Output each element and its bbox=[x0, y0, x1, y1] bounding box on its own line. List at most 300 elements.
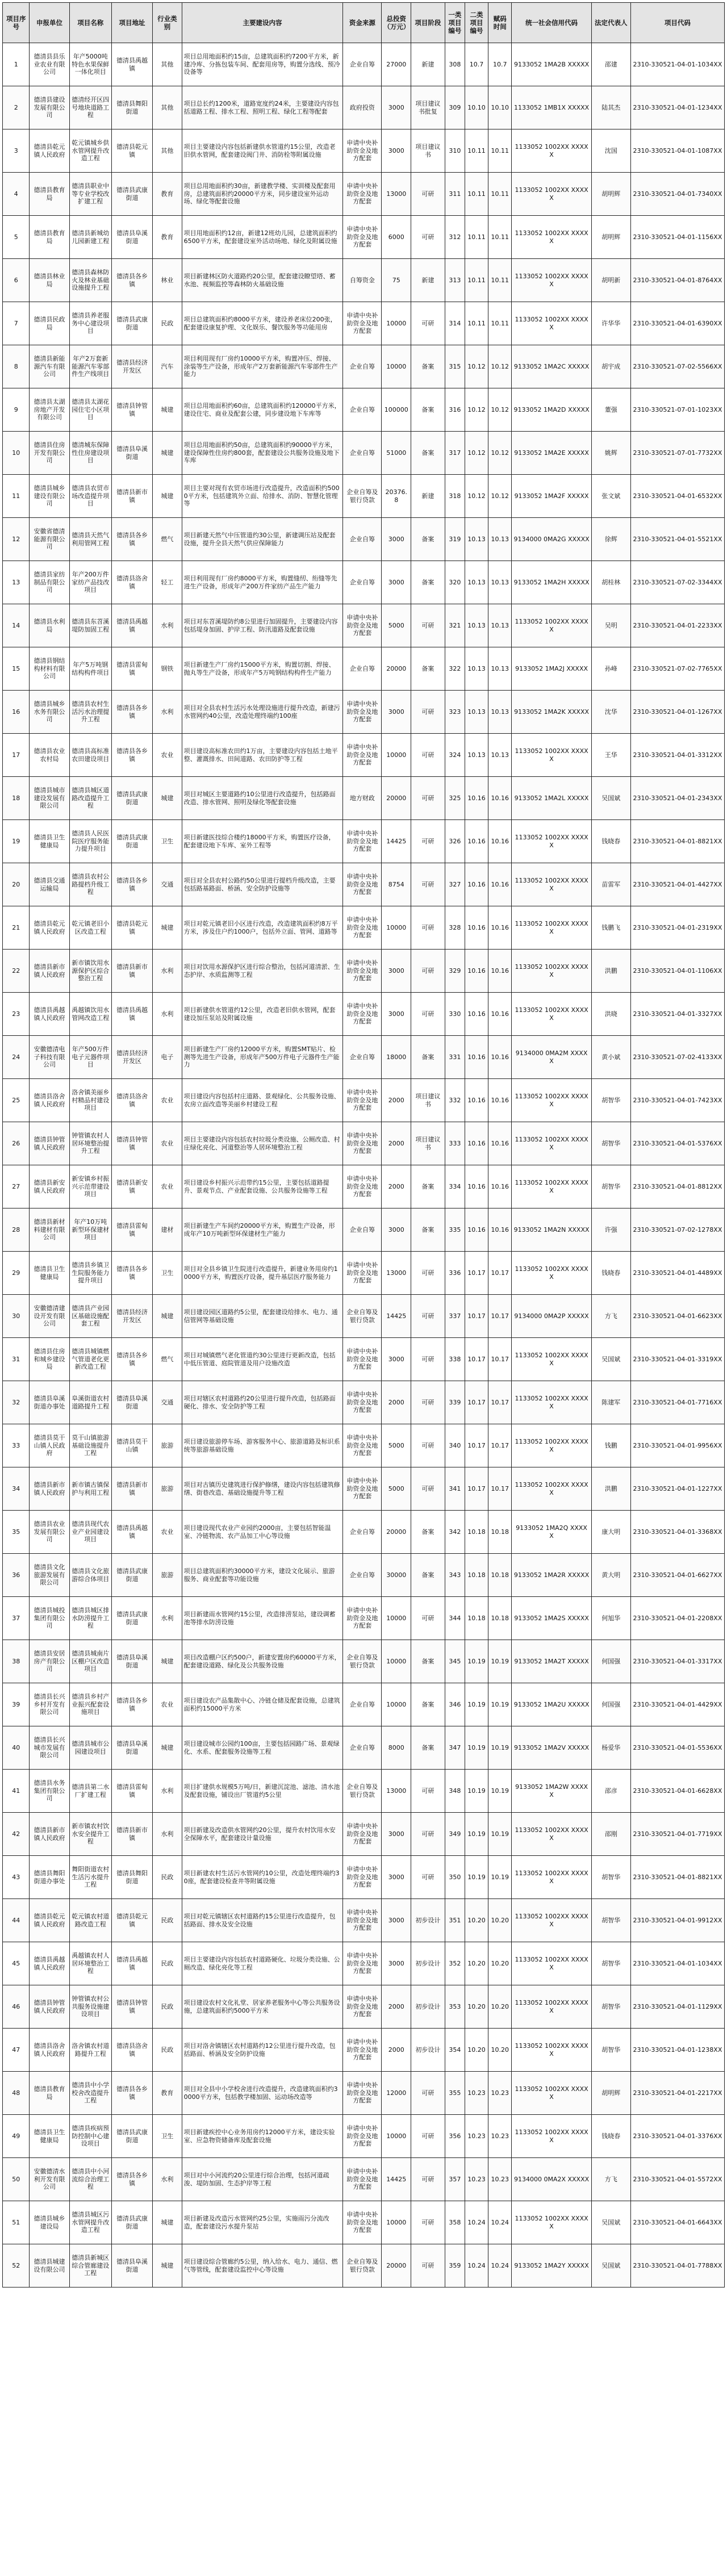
credit-code-cell: 9133052 1MA2Y XXXXX bbox=[512, 2244, 591, 2288]
project-stage-cell: 可研 bbox=[411, 2115, 445, 2158]
project-address-cell: 德清县阜溪街道 bbox=[111, 1381, 152, 1424]
category2-no-cell: 10.16 bbox=[465, 777, 488, 820]
category2-no-cell: 10.13 bbox=[465, 691, 488, 734]
table-row bbox=[3, 43, 725, 86]
code-date-cell: 10.20 bbox=[488, 2029, 512, 2072]
code-date-cell: 10.19 bbox=[488, 1683, 512, 1726]
industry-cell: 民政 bbox=[153, 1899, 182, 1942]
project-stage-cell: 可研 bbox=[411, 1424, 445, 1467]
project-name-cell: 德清县城区污水管网提升改造工程 bbox=[69, 2201, 111, 2244]
table-row bbox=[3, 173, 725, 216]
project-code-cell: 2310-330521-04-01-7423XX bbox=[630, 1079, 724, 1122]
project-code-cell: 2310-330521-04-01-1106XX bbox=[630, 950, 724, 993]
applicant-unit-cell: 德清县家纺制品有限公司 bbox=[30, 561, 69, 604]
project-code-cell: 2310-330521-04-01-6390XX bbox=[630, 302, 724, 345]
project-name-cell: 年产2万套新能源汽车零部件生产线项目 bbox=[69, 345, 111, 388]
category1-no-cell: 350 bbox=[445, 1856, 465, 1899]
table-row bbox=[3, 1942, 725, 1985]
code-date-cell: 10.16 bbox=[488, 1079, 512, 1122]
code-date-cell: 10.23 bbox=[488, 2115, 512, 2158]
category1-no-cell: 351 bbox=[445, 1899, 465, 1942]
category1-no-cell: 321 bbox=[445, 604, 465, 647]
project-no-cell: 25 bbox=[3, 1079, 30, 1122]
industry-cell: 其他 bbox=[153, 43, 182, 86]
project-name-cell: 年产200万件家纺产品技改项目 bbox=[69, 561, 111, 604]
main-content-cell: 项目总用地面积约60亩，总建筑面积约120000平方米，建设住宅、商业及配套公建，同步建设地下车库等 bbox=[182, 388, 343, 432]
applicant-unit-cell: 德清县教育局 bbox=[30, 173, 69, 216]
code-date-cell: 10.12 bbox=[488, 345, 512, 388]
category1-no-cell: 338 bbox=[445, 1338, 465, 1381]
main-content-cell: 项目对乾元镇老旧小区进行改造，改造建筑面积约8万平方米，涉及住户约1000户，包括外立面、管网、道路等 bbox=[182, 906, 343, 950]
project-code-cell: 2310-330521-04-01-2233XX bbox=[630, 604, 724, 647]
table-row bbox=[3, 1597, 725, 1640]
project-stage-cell: 备案 bbox=[411, 561, 445, 604]
fund-source-cell: 申请中央补助资金及地方配套 bbox=[343, 993, 382, 1036]
project-code-cell: 2310-330521-04-01-2319XX bbox=[630, 906, 724, 950]
project-stage-cell: 初步设计 bbox=[411, 1899, 445, 1942]
legal-rep-cell: 钱鹏飞 bbox=[591, 906, 630, 950]
project-stage-cell: 新建 bbox=[411, 43, 445, 86]
total-investment-cell: 10000 bbox=[382, 2201, 411, 2244]
applicant-unit-cell: 德清县长兴城市发展有限公司 bbox=[30, 1726, 69, 1770]
column-header: 一类项目编号 bbox=[445, 3, 465, 43]
project-no-cell: 39 bbox=[3, 1683, 30, 1726]
main-content-cell: 项目新建雨水管网约15公里，改造排涝泵站，建设调蓄池等排水防涝设施 bbox=[182, 1597, 343, 1640]
industry-cell: 卫生 bbox=[153, 2115, 182, 2158]
project-code-cell: 2310-330521-04-01-1238XX bbox=[630, 2029, 724, 2072]
table-row bbox=[3, 604, 725, 647]
table-row bbox=[3, 1036, 725, 1079]
fund-source-cell: 企业自筹 bbox=[343, 1208, 382, 1252]
project-stage-cell: 可研 bbox=[411, 173, 445, 216]
category1-no-cell: 320 bbox=[445, 561, 465, 604]
total-investment-cell: 2000 bbox=[382, 2029, 411, 2072]
project-no-cell: 40 bbox=[3, 1726, 30, 1770]
column-header: 项目阶段 bbox=[411, 3, 445, 43]
code-date-cell: 10.20 bbox=[488, 1985, 512, 2029]
code-date-cell: 10.17 bbox=[488, 1295, 512, 1338]
project-no-cell: 44 bbox=[3, 1899, 30, 1942]
project-no-cell: 20 bbox=[3, 863, 30, 906]
project-stage-cell: 新建 bbox=[411, 475, 445, 518]
category1-no-cell: 315 bbox=[445, 345, 465, 388]
credit-code-cell: 9133052 1MA2Q XXXXX bbox=[512, 1511, 591, 1554]
project-address-cell: 德清县经济开发区 bbox=[111, 1036, 152, 1079]
credit-code-cell: 1133052 1002XX XXXXX bbox=[512, 993, 591, 1036]
credit-code-cell: 1133052 1002XX XXXXX bbox=[512, 604, 591, 647]
applicant-unit-cell: 德清县太湖房地产开发有限公司 bbox=[30, 388, 69, 432]
category1-no-cell: 358 bbox=[445, 2201, 465, 2244]
fund-source-cell: 申请中央补助资金及地方配套 bbox=[343, 216, 382, 259]
project-code-cell: 2310-330521-04-01-6532XX bbox=[630, 475, 724, 518]
project-name-cell: 洛舍镇农村道路提升工程 bbox=[69, 2029, 111, 2072]
legal-rep-cell: 吴明 bbox=[591, 604, 630, 647]
code-date-cell: 10.23 bbox=[488, 2158, 512, 2201]
project-address-cell: 德清县各乡镇 bbox=[111, 691, 152, 734]
column-header: 赋码时间 bbox=[488, 3, 512, 43]
main-content-cell: 项目对中小河流约20公里进行综合治理，包括河道疏浚、堤防加固、生态护岸等工程 bbox=[182, 2158, 343, 2201]
main-content-cell: 项目总用地面积约15亩，总建筑面积约7200平方米，新建冷库、分拣包装车间、配套用房等，购置分选线、预冷设备等 bbox=[182, 43, 343, 86]
code-date-cell: 10.12 bbox=[488, 432, 512, 475]
project-address-cell: 德清县新市镇 bbox=[111, 950, 152, 993]
legal-rep-cell: 何国强 bbox=[591, 1640, 630, 1683]
code-date-cell: 10.12 bbox=[488, 475, 512, 518]
credit-code-cell: 1133052 1002XX XXXXX bbox=[512, 2201, 591, 2244]
category2-no-cell: 10.16 bbox=[465, 1079, 488, 1122]
project-address-cell: 德清县阜溪街道 bbox=[111, 2244, 152, 2288]
total-investment-cell: 20000 bbox=[382, 1511, 411, 1554]
industry-cell: 农业 bbox=[153, 1122, 182, 1165]
project-stage-cell: 可研 bbox=[411, 1295, 445, 1338]
project-address-cell: 德清县各乡镇 bbox=[111, 734, 152, 777]
code-date-cell: 10.12 bbox=[488, 388, 512, 432]
total-investment-cell: 10000 bbox=[382, 345, 411, 388]
project-stage-cell: 可研 bbox=[411, 820, 445, 863]
project-name-cell: 德清经开区四号地块道路工程 bbox=[69, 86, 111, 129]
table-row bbox=[3, 1208, 725, 1252]
project-code-cell: 2310-330521-04-01-9912XX bbox=[630, 1899, 724, 1942]
category1-no-cell: 357 bbox=[445, 2158, 465, 2201]
project-address-cell: 德清县雷甸镇 bbox=[111, 647, 152, 691]
main-content-cell: 项目对东苕溪堤防约8公里进行加固提升，主要建设内容包括堤身加固、护岸工程、防汛道路及配套设施 bbox=[182, 604, 343, 647]
fund-source-cell: 企业自筹 bbox=[343, 647, 382, 691]
column-header: 资金来源 bbox=[343, 3, 382, 43]
industry-cell: 旅游 bbox=[153, 1554, 182, 1597]
fund-source-cell: 申请中央补助资金及地方配套 bbox=[343, 2158, 382, 2201]
total-investment-cell: 3000 bbox=[382, 1338, 411, 1381]
project-name-cell: 德清县乡村产业振兴配套设施项目 bbox=[69, 1683, 111, 1726]
legal-rep-cell: 胡智华 bbox=[591, 1985, 630, 2029]
table-row bbox=[3, 1079, 725, 1122]
table-row bbox=[3, 906, 725, 950]
total-investment-cell: 20000 bbox=[382, 777, 411, 820]
legal-rep-cell: 黄大明 bbox=[591, 1554, 630, 1597]
total-investment-cell: 3000 bbox=[382, 1813, 411, 1856]
legal-rep-cell: 徐辉 bbox=[591, 518, 630, 561]
category1-no-cell: 329 bbox=[445, 950, 465, 993]
project-no-cell: 15 bbox=[3, 647, 30, 691]
fund-source-cell: 企业自筹及银行贷款 bbox=[343, 1770, 382, 1813]
category2-no-cell: 10.20 bbox=[465, 2029, 488, 2072]
category2-no-cell: 10.17 bbox=[465, 1467, 488, 1511]
column-header: 项目序号 bbox=[3, 3, 30, 43]
project-name-cell: 年产10万吨新型环保建材项目 bbox=[69, 1208, 111, 1252]
applicant-unit-cell: 安徽省德清能源有限公司 bbox=[30, 518, 69, 561]
project-address-cell: 德清县经济开发区 bbox=[111, 1295, 152, 1338]
total-investment-cell: 51000 bbox=[382, 432, 411, 475]
industry-cell: 民政 bbox=[153, 1985, 182, 2029]
credit-code-cell: 1133052 1002XX XXXXX bbox=[512, 1381, 591, 1424]
project-name-cell: 德清城东保障性住房建设项目 bbox=[69, 432, 111, 475]
applicant-unit-cell: 德清县交通运输局 bbox=[30, 863, 69, 906]
fund-source-cell: 企业自筹 bbox=[343, 1511, 382, 1554]
project-no-cell: 19 bbox=[3, 820, 30, 863]
fund-source-cell: 企业自筹 bbox=[343, 1726, 382, 1770]
category1-no-cell: 317 bbox=[445, 432, 465, 475]
project-code-cell: 2310-330521-04-01-3368XX bbox=[630, 1511, 724, 1554]
project-name-cell: 德清县中小学校舍改造提升工程 bbox=[69, 2072, 111, 2115]
main-content-cell: 项目对全县中小学校舍进行改造提升，改造建筑面积约30000平方米，包括教学楼加固、运动场改造等 bbox=[182, 2072, 343, 2115]
industry-cell: 民政 bbox=[153, 1856, 182, 1899]
main-content-cell: 项目建设高标准农田约1万亩，主要建设内容包括土地平整、灌溉排水、田间道路、农田防护等工程 bbox=[182, 734, 343, 777]
category2-no-cell: 10.12 bbox=[465, 432, 488, 475]
main-content-cell: 项目建设内容包括村庄道路、景观绿化、公共服务设施、农房立面改造等美丽乡村建设工程 bbox=[182, 1079, 343, 1122]
applicant-unit-cell: 德清县新材料建材有限公司 bbox=[30, 1208, 69, 1252]
table-body bbox=[3, 43, 725, 2288]
project-code-cell: 2310-330521-04-01-8821XX bbox=[630, 820, 724, 863]
category1-no-cell: 319 bbox=[445, 518, 465, 561]
applicant-unit-cell: 德清县钟管镇人民政府 bbox=[30, 1122, 69, 1165]
project-address-cell: 德清县各乡镇 bbox=[111, 1683, 152, 1726]
category1-no-cell: 336 bbox=[445, 1252, 465, 1295]
project-code-cell: 2310-330521-04-01-5536XX bbox=[630, 1726, 724, 1770]
fund-source-cell: 申请中央补助资金及地方配套 bbox=[343, 604, 382, 647]
fund-source-cell: 申请中央补助资金及地方配套 bbox=[343, 1252, 382, 1295]
total-investment-cell: 2000 bbox=[382, 1165, 411, 1208]
industry-cell: 水利 bbox=[153, 950, 182, 993]
table-row bbox=[3, 1295, 725, 1338]
project-stage-cell: 可研 bbox=[411, 604, 445, 647]
fund-source-cell: 企业自筹及银行贷款 bbox=[343, 1640, 382, 1683]
category2-no-cell: 10.19 bbox=[465, 1726, 488, 1770]
table-row bbox=[3, 2158, 725, 2201]
project-code-cell: 2310-330521-07-02-1278XX bbox=[630, 1208, 724, 1252]
applicant-unit-cell: 德清县城投集团有限公司 bbox=[30, 1597, 69, 1640]
project-code-cell: 2310-330521-04-01-4489XX bbox=[630, 1252, 724, 1295]
project-no-cell: 8 bbox=[3, 345, 30, 388]
industry-cell: 城建 bbox=[153, 388, 182, 432]
industry-cell: 农业 bbox=[153, 1165, 182, 1208]
project-address-cell: 德清县乾元镇 bbox=[111, 906, 152, 950]
project-stage-cell: 备案 bbox=[411, 1683, 445, 1726]
project-stage-cell: 可研 bbox=[411, 1856, 445, 1899]
project-address-cell: 德清县钟管镇 bbox=[111, 1122, 152, 1165]
legal-rep-cell: 洪鹏 bbox=[591, 1467, 630, 1511]
category2-no-cell: 10.18 bbox=[465, 1597, 488, 1640]
project-name-cell: 德清县太湖花园住宅小区项目 bbox=[69, 388, 111, 432]
project-name-cell: 德清县东苕溪堤防加固工程 bbox=[69, 604, 111, 647]
credit-code-cell: 9133052 1MA2V XXXXX bbox=[512, 1726, 591, 1770]
credit-code-cell: 1133052 1002XX XXXXX bbox=[512, 216, 591, 259]
table-row bbox=[3, 561, 725, 604]
project-address-cell: 德清县乾元镇 bbox=[111, 129, 152, 173]
code-date-cell: 10.11 bbox=[488, 216, 512, 259]
credit-code-cell: 9133052 1MA2J XXXXX bbox=[512, 647, 591, 691]
total-investment-cell: 3000 bbox=[382, 1208, 411, 1252]
total-investment-cell: 10000 bbox=[382, 734, 411, 777]
applicant-unit-cell: 德清县洛舍镇人民政府 bbox=[30, 1079, 69, 1122]
project-no-cell: 21 bbox=[3, 906, 30, 950]
applicant-unit-cell: 德清县教育局 bbox=[30, 2072, 69, 2115]
project-code-cell: 2310-330521-04-01-7719XX bbox=[630, 1813, 724, 1856]
main-content-cell: 项目总建筑面积约8000平方米，建设养老床位200张，配套建设康复护理、文化娱乐、餐饮服务等功能用房 bbox=[182, 302, 343, 345]
total-investment-cell: 10000 bbox=[382, 1640, 411, 1683]
table-row bbox=[3, 216, 725, 259]
category1-no-cell: 310 bbox=[445, 129, 465, 173]
project-code-cell: 2310-330521-04-01-4429XX bbox=[630, 1683, 724, 1726]
applicant-unit-cell: 德清县新市镇人民政府 bbox=[30, 1813, 69, 1856]
credit-code-cell: 1133052 1002XX XXXXX bbox=[512, 1079, 591, 1122]
applicant-unit-cell: 德清县莫干山镇人民政府 bbox=[30, 1424, 69, 1467]
column-header: 行业类别 bbox=[153, 3, 182, 43]
legal-rep-cell: 黄小斌 bbox=[591, 1036, 630, 1079]
industry-cell: 水利 bbox=[153, 1813, 182, 1856]
project-no-cell: 9 bbox=[3, 388, 30, 432]
project-name-cell: 禹越镇饮用水管网改造工程 bbox=[69, 993, 111, 1036]
project-name-cell: 德清县中小河流综合治理工程 bbox=[69, 2158, 111, 2201]
project-stage-cell: 可研 bbox=[411, 1597, 445, 1640]
legal-rep-cell: 胡宇成 bbox=[591, 345, 630, 388]
main-content-cell: 项目新建天然气中压管道约30公里，新建调压站及配套设施，提升全县天然气供应保障能力 bbox=[182, 518, 343, 561]
header-row bbox=[3, 3, 725, 43]
project-name-cell: 钟管镇农村人居环境整治提升工程 bbox=[69, 1122, 111, 1165]
main-content-cell: 项目对乾元镇辖区农村道路约15公里进行改造提升，包括路面、排水及安全设施 bbox=[182, 1899, 343, 1942]
fund-source-cell: 企业自筹及银行贷款 bbox=[343, 2244, 382, 2288]
main-content-cell: 项目对城区主要道路约10公里进行改造提升，包括路面改造、排水管网、照明及绿化等配套设施 bbox=[182, 777, 343, 820]
project-address-cell: 德清县莫干山镇 bbox=[111, 1424, 152, 1467]
credit-code-cell: 1133052 1002XX XXXXX bbox=[512, 302, 591, 345]
project-name-cell: 德清县人民医院医疗服务能力提升项目 bbox=[69, 820, 111, 863]
code-date-cell: 10.13 bbox=[488, 518, 512, 561]
category2-no-cell: 10.10 bbox=[465, 86, 488, 129]
project-no-cell: 4 bbox=[3, 173, 30, 216]
total-investment-cell: 10000 bbox=[382, 1597, 411, 1640]
total-investment-cell: 13000 bbox=[382, 173, 411, 216]
project-stage-cell: 备案 bbox=[411, 647, 445, 691]
column-header: 项目地址 bbox=[111, 3, 152, 43]
legal-rep-cell: 胡明新 bbox=[591, 259, 630, 302]
table-row bbox=[3, 777, 725, 820]
industry-cell: 农业 bbox=[153, 1079, 182, 1122]
industry-cell: 城建 bbox=[153, 475, 182, 518]
fund-source-cell: 申请中央补助资金及地方配套 bbox=[343, 1597, 382, 1640]
project-name-cell: 德清县农村公路提档升级工程 bbox=[69, 863, 111, 906]
table-row bbox=[3, 863, 725, 906]
category1-no-cell: 316 bbox=[445, 388, 465, 432]
code-date-cell: 10.11 bbox=[488, 173, 512, 216]
project-code-cell: 2310-330521-04-01-6623XX bbox=[630, 1295, 724, 1338]
project-address-cell: 德清县武康街道 bbox=[111, 2115, 152, 2158]
fund-source-cell: 申请中央补助资金及地方配套 bbox=[343, 863, 382, 906]
fund-source-cell: 申请中央补助资金及地方配套 bbox=[343, 129, 382, 173]
applicant-unit-cell: 德清县城市建设发展有限公司 bbox=[30, 777, 69, 820]
project-name-cell: 德清县职业中等专业学校改扩建工程 bbox=[69, 173, 111, 216]
project-address-cell: 德清县新安镇 bbox=[111, 1165, 152, 1208]
industry-cell: 城建 bbox=[153, 1295, 182, 1338]
total-investment-cell: 2000 bbox=[382, 1381, 411, 1424]
main-content-cell: 项目利用现有厂房约8000平方米，购置缝纫、绗缝等先进生产设备，形成年产200万件家纺产品生产能力 bbox=[182, 561, 343, 604]
total-investment-cell: 3000 bbox=[382, 129, 411, 173]
project-address-cell: 德清县乾元镇 bbox=[111, 1899, 152, 1942]
category1-no-cell: 346 bbox=[445, 1683, 465, 1726]
project-no-cell: 42 bbox=[3, 1813, 30, 1856]
project-code-cell: 2310-330521-07-02-4133XX bbox=[630, 1036, 724, 1079]
credit-code-cell: 1133052 1002XX XXXXX bbox=[512, 129, 591, 173]
column-header: 项目代码 bbox=[630, 3, 724, 43]
industry-cell: 水利 bbox=[153, 1597, 182, 1640]
industry-cell: 民政 bbox=[153, 2029, 182, 2072]
total-investment-cell: 100000 bbox=[382, 388, 411, 432]
project-address-cell: 德清县洛舍镇 bbox=[111, 2029, 152, 2072]
total-investment-cell: 3000 bbox=[382, 1942, 411, 1985]
credit-code-cell: 1133052 1002XX XXXXX bbox=[512, 173, 591, 216]
table-row bbox=[3, 1640, 725, 1683]
fund-source-cell: 申请中央补助资金及地方配套 bbox=[343, 1467, 382, 1511]
project-name-cell: 阜溪街道农村道路提升工程 bbox=[69, 1381, 111, 1424]
project-code-cell: 2310-330521-04-01-3312XX bbox=[630, 734, 724, 777]
code-date-cell: 10.11 bbox=[488, 302, 512, 345]
main-content-cell: 项目对饮用水源保护区进行综合整治，包括河道清淤、生态护岸、水质监测等工程 bbox=[182, 950, 343, 993]
main-content-cell: 项目建设现代农业产业园约2000亩，主要包括智能温室、冷链物流、农产品加工中心等设施 bbox=[182, 1511, 343, 1554]
credit-code-cell: 1133052 1002XX XXXXX bbox=[512, 906, 591, 950]
applicant-unit-cell: 德清县禹越镇人民政府 bbox=[30, 993, 69, 1036]
applicant-unit-cell: 安徽德清建设开发有限公司 bbox=[30, 1295, 69, 1338]
total-investment-cell: 13000 bbox=[382, 1252, 411, 1295]
fund-source-cell: 申请中央补助资金及地方配套 bbox=[343, 2029, 382, 2072]
industry-cell: 水利 bbox=[153, 691, 182, 734]
fund-source-cell: 企业自筹 bbox=[343, 1036, 382, 1079]
project-stage-cell: 可研 bbox=[411, 1467, 445, 1511]
industry-cell: 城建 bbox=[153, 777, 182, 820]
category1-no-cell: 335 bbox=[445, 1208, 465, 1252]
main-content-cell: 项目对辖区农村道路约20公里进行提升改造，包括路面硬化、排水、安全防护等工程 bbox=[182, 1381, 343, 1424]
credit-code-cell: 9133052 1MA2B XXXXX bbox=[512, 43, 591, 86]
fund-source-cell: 企业自筹及银行贷款 bbox=[343, 475, 382, 518]
code-date-cell: 10.17 bbox=[488, 1467, 512, 1511]
applicant-unit-cell: 德清县建设发展有限公司 bbox=[30, 86, 69, 129]
category1-no-cell: 311 bbox=[445, 173, 465, 216]
project-stage-cell: 可研 bbox=[411, 2201, 445, 2244]
category2-no-cell: 10.17 bbox=[465, 1381, 488, 1424]
code-date-cell: 10.16 bbox=[488, 1165, 512, 1208]
project-stage-cell: 可研 bbox=[411, 2158, 445, 2201]
category2-no-cell: 10.18 bbox=[465, 1511, 488, 1554]
category1-no-cell: 312 bbox=[445, 216, 465, 259]
project-stage-cell: 可研 bbox=[411, 2072, 445, 2115]
total-investment-cell: 10000 bbox=[382, 2115, 411, 2158]
project-no-cell: 3 bbox=[3, 129, 30, 173]
project-no-cell: 47 bbox=[3, 2029, 30, 2072]
project-stage-cell: 可研 bbox=[411, 1770, 445, 1813]
project-code-cell: 2310-330521-04-01-6627XX bbox=[630, 1554, 724, 1597]
credit-code-cell: 1133052 1002XX XXXXX bbox=[512, 2072, 591, 2115]
code-date-cell: 10.23 bbox=[488, 2072, 512, 2115]
industry-cell: 水利 bbox=[153, 993, 182, 1036]
industry-cell: 燃气 bbox=[153, 1338, 182, 1381]
category2-no-cell: 10.19 bbox=[465, 1683, 488, 1726]
applicant-unit-cell: 德清县林业局 bbox=[30, 259, 69, 302]
category2-no-cell: 10.16 bbox=[465, 906, 488, 950]
project-no-cell: 50 bbox=[3, 2158, 30, 2201]
project-address-cell: 德清县洛舍镇 bbox=[111, 561, 152, 604]
applicant-unit-cell: 安徽德清水利开发有限公司 bbox=[30, 2158, 69, 2201]
project-no-cell: 31 bbox=[3, 1338, 30, 1381]
main-content-cell: 项目主要建设内容包括农村垃圾分类设施、公厕改造、村庄绿化亮化、河道整治等人居环境整治工程 bbox=[182, 1122, 343, 1165]
project-no-cell: 17 bbox=[3, 734, 30, 777]
industry-cell: 汽车 bbox=[153, 345, 182, 388]
column-header: 申报单位 bbox=[30, 3, 69, 43]
total-investment-cell: 3000 bbox=[382, 86, 411, 129]
project-no-cell: 28 bbox=[3, 1208, 30, 1252]
code-date-cell: 10.17 bbox=[488, 1424, 512, 1467]
project-code-cell: 2310-330521-04-01-5572XX bbox=[630, 2158, 724, 2201]
category1-no-cell: 331 bbox=[445, 1036, 465, 1079]
table-row bbox=[3, 1338, 725, 1381]
category2-no-cell: 10.20 bbox=[465, 1942, 488, 1985]
category1-no-cell: 340 bbox=[445, 1424, 465, 1467]
category2-no-cell: 10.17 bbox=[465, 1424, 488, 1467]
table-row bbox=[3, 1122, 725, 1165]
